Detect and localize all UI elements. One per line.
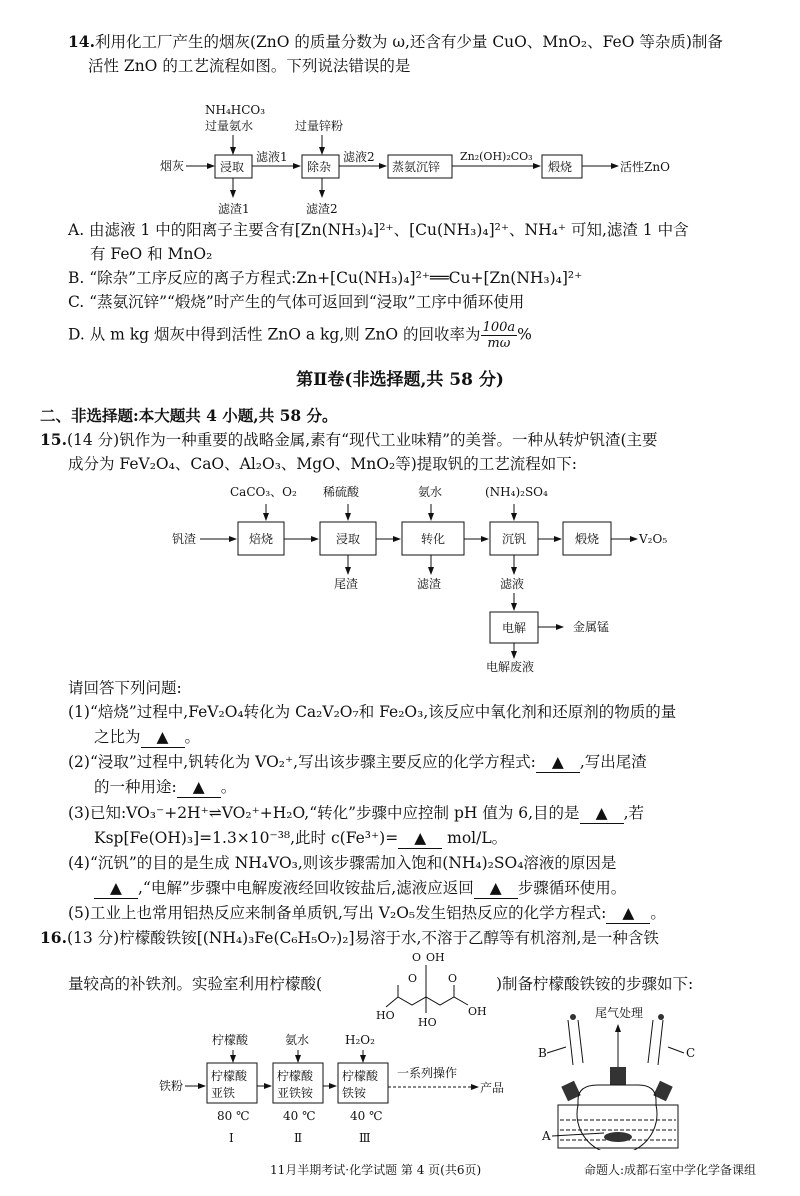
input-label: 钒渣 [172, 532, 197, 546]
answer-blank[interactable]: ▲ [474, 878, 518, 899]
residue2-label: 滤渣2 [306, 202, 338, 216]
citric-acid-structure [376, 951, 494, 1029]
label-b: B [538, 1046, 547, 1060]
text: 的一种用途: [94, 778, 177, 796]
step-1-label: Ⅰ [229, 1131, 234, 1145]
atom-oh: OH [468, 1005, 487, 1018]
atom-o: O [448, 972, 458, 985]
intermediate-label: Zn₂(OH)₂CO₃ [460, 150, 533, 163]
reagent-sulfuric-acid: 稀硫酸 [323, 485, 360, 499]
part-2-line2: 的一种用途: ▲ 。 [94, 778, 237, 796]
step-2-label: Ⅱ [294, 1131, 303, 1145]
input-label: 烟灰 [160, 159, 185, 173]
footer-author: 命题人:成都石室中学化学备课组 [584, 1163, 757, 1177]
answer-blank[interactable]: ▲ [94, 878, 138, 899]
part-4-line1: (4)“沉钒”的目的是生成 NH₄VO₃,则该步骤需加入饱和(NH₄)₂SO₄溶液的原因是 [68, 854, 617, 872]
answer-blank[interactable]: ▲ [141, 727, 185, 748]
box-calcine: 煅烧 [575, 532, 600, 546]
input-label: 铁粉 [159, 1079, 184, 1093]
option-c: C. “蒸氨沉锌”“煅烧”时产生的气体可返回到“浸取”工序中循环使用 [68, 293, 525, 311]
box1-line1: 柠檬酸 [211, 1069, 248, 1083]
box-precipitate-label: 蒸氨沉锌 [392, 160, 441, 174]
text: 步骤循环使用。 [517, 879, 627, 897]
residue-label: 滤渣 [417, 577, 442, 591]
atom-oh: OH [426, 951, 445, 964]
text: (3)已知:VO₃⁻+2H⁺⇌VO₂⁺+H₂O,“转化”步骤中应控制 pH 值为 6,目的是 [68, 804, 580, 822]
output-label: V₂O₅ [639, 532, 668, 546]
answer-blank[interactable]: ▲ [536, 752, 580, 773]
section-heading: 二、非选择题:本大题共 4 小题,共 58 分。 [40, 406, 338, 425]
fraction [481, 320, 518, 351]
waste-liquid-label: 电解废液 [486, 660, 535, 674]
temp-step3: 40 ℃ [350, 1109, 383, 1123]
text: 之比为 [94, 728, 141, 746]
question-number: 15. [40, 430, 67, 449]
product-label: 产品 [480, 1081, 505, 1095]
question-15-line2: 成分为 FeV₂O₄、CaO、Al₂O₃、MgO、MnO₂等)提取钒的工艺流程如下: [68, 455, 577, 473]
tailings-label: 尾渣 [334, 577, 359, 591]
temp-step1: 80 ℃ [217, 1109, 250, 1123]
part-5: (5)工业上也常用铝热反应来制备单质钒,写出 V₂O₅发生铝热反应的化学方程式: ▲ 。 [68, 904, 666, 922]
option-d [68, 320, 532, 351]
reagent-ammonia: 氨水 [418, 485, 443, 499]
output-label: 活性ZnO [620, 160, 670, 174]
box-calcine-label: 煅烧 [548, 160, 573, 174]
percent-sign: % [517, 325, 532, 344]
label-c: C [686, 1046, 696, 1060]
answer-prompt: 请回答下列问题: [68, 679, 182, 697]
reagent-h2o2: H₂O₂ [345, 1033, 375, 1047]
reagent-nh4hco3: NH₄HCO₃ [205, 103, 266, 117]
option-d-text: D. 从 m kg 烟灰中得到活性 ZnO a kg,则 ZnO 的回收率为 [68, 325, 481, 344]
label-a: A [542, 1129, 551, 1143]
text: Ksp[Fe(OH)₃]=1.3×10⁻³⁸,此时 c(Fe³⁺)= [94, 829, 399, 847]
answer-blank[interactable]: ▲ [177, 777, 221, 798]
filtrate-label: 滤液 [500, 577, 525, 591]
box3-line1: 柠檬酸 [342, 1069, 379, 1083]
operations-label: 一系列操作 [397, 1066, 458, 1080]
metal-mn-label: 金属锰 [573, 620, 610, 634]
step-3-label: Ⅲ [359, 1131, 371, 1145]
box-electrolysis: 电解 [502, 621, 527, 635]
atom-ho: HO [376, 1009, 395, 1022]
box-convert: 转化 [421, 532, 446, 546]
question-number: 14. [68, 32, 95, 51]
reagent-citric-acid: 柠檬酸 [212, 1033, 249, 1047]
part-1-line1: (1)“焙烧”过程中,FeV₂O₄转化为 Ca₂V₂O₇和 Fe₂O₃,该反应中氧化剂和还原剂的物质的量 [68, 703, 677, 721]
filtrate2-label: 滤液2 [343, 150, 375, 164]
question-text: (13 分)柠檬酸铁铵[(NH₄)₃Fe(C₆H₅O₇)₂]易溶于水,不溶于乙醇等有机溶剂,是一种含铁 [66, 929, 659, 947]
answer-blank[interactable]: ▲ [580, 803, 624, 824]
text: ,写出尾渣 [579, 753, 647, 771]
text: ,若 [623, 804, 644, 822]
denominator: mω [487, 336, 511, 351]
question-16-line2-post: )制备柠檬酸铁铵的步骤如下: [496, 975, 694, 993]
box3-line2: 铁铵 [342, 1086, 367, 1100]
atom-o: O [412, 951, 422, 964]
question-number: 16. [40, 928, 67, 947]
text: (5)工业上也常用铝热反应来制备单质钒,写出 V₂O₅发生铝热反应的化学方程式: [68, 904, 607, 922]
footer-page-info: 11月半期考试·化学试题 第 4 页(共6页) [270, 1163, 482, 1177]
temp-step2: 40 ℃ [283, 1109, 316, 1123]
question-16-line1 [40, 928, 659, 948]
exhaust-label: 尾气处理 [595, 1006, 644, 1020]
zno-flow-diagram [150, 100, 690, 220]
reagent-zinc: 过量锌粉 [295, 119, 344, 133]
reagent-ammonium-sulfate: (NH₄)₂SO₄ [485, 485, 548, 499]
question-15-line1 [40, 430, 658, 450]
part-2-line1 [68, 752, 647, 773]
numerator: 100a [482, 320, 516, 335]
text: ,“电解”步骤中电解废液经回收铵盐后,滤液应返回 [138, 879, 474, 897]
part-1-line2: 之比为 ▲ 。 [94, 728, 201, 746]
three-neck-flask-apparatus [538, 1005, 698, 1150]
section-title: 第Ⅱ卷(非选择题,共 58 分) [296, 370, 504, 390]
text: mol/L。 [447, 829, 508, 847]
iron-citrate-flow-diagram [155, 1030, 505, 1152]
question-text: (14 分)钒作为一种重要的战略金属,素有“现代工业味精”的美誉。一种从转炉钒渣(主要 [66, 431, 658, 449]
answer-blank[interactable]: ▲ [606, 903, 650, 924]
question-14-line2: 活性 ZnO 的工艺流程如图。下列说法错误的是 [88, 57, 411, 75]
box-purify-label: 除杂 [307, 160, 332, 174]
part-3-line1 [68, 803, 644, 824]
box1-line2: 亚铁 [211, 1086, 236, 1100]
filtrate1-label: 滤液1 [256, 150, 288, 164]
box2-line1: 柠檬酸 [277, 1069, 314, 1083]
reagent-caco3-o2: CaCO₃、O₂ [230, 485, 297, 499]
atom-ho: HO [418, 1016, 437, 1029]
text: (2)“浸取”过程中,钒转化为 VO₂⁺,写出该步骤主要反应的化学方程式: [68, 753, 536, 771]
box-roast: 焙烧 [249, 532, 274, 546]
box2-line2: 亚铁铵 [277, 1086, 314, 1100]
reagent-ammonia: 氨水 [285, 1033, 310, 1047]
residue1-label: 滤渣1 [218, 202, 250, 216]
option-a-line1: A. 由滤液 1 中的阳离子主要含有[Zn(NH₃)₄]²⁺、[Cu(NH₃)₄]²⁺、NH₄⁺ 可知,滤渣 1 中含 [68, 221, 689, 239]
reagent-ammonia: 过量氨水 [205, 119, 254, 133]
vanadium-flow-diagram [160, 478, 680, 674]
option-b: B. “除杂”工序反应的离子方程式:Zn+[Cu(NH₃)₄]²⁺══Cu+[Zn(NH₃)₄]²⁺ [68, 269, 583, 287]
box-precipitate: 沉钒 [502, 532, 527, 546]
question-14-line1 [68, 32, 723, 52]
box-leach-label: 浸取 [220, 160, 245, 174]
answer-blank[interactable]: ▲ [398, 828, 442, 849]
option-a-line2: 有 FeO 和 MnO₂ [90, 245, 213, 263]
question-text: 利用化工厂产生的烟灰(ZnO 的质量分数为 ω,还含有少量 CuO、MnO₂、FeO 等杂质)制备 [94, 33, 723, 51]
part-4-line2 [94, 878, 626, 899]
part-3-line2 [94, 828, 507, 849]
question-16-line2-pre: 量较高的补铁剂。实验室利用柠檬酸( [68, 975, 323, 993]
atom-o: O [408, 972, 418, 985]
box-leach: 浸取 [336, 532, 361, 546]
